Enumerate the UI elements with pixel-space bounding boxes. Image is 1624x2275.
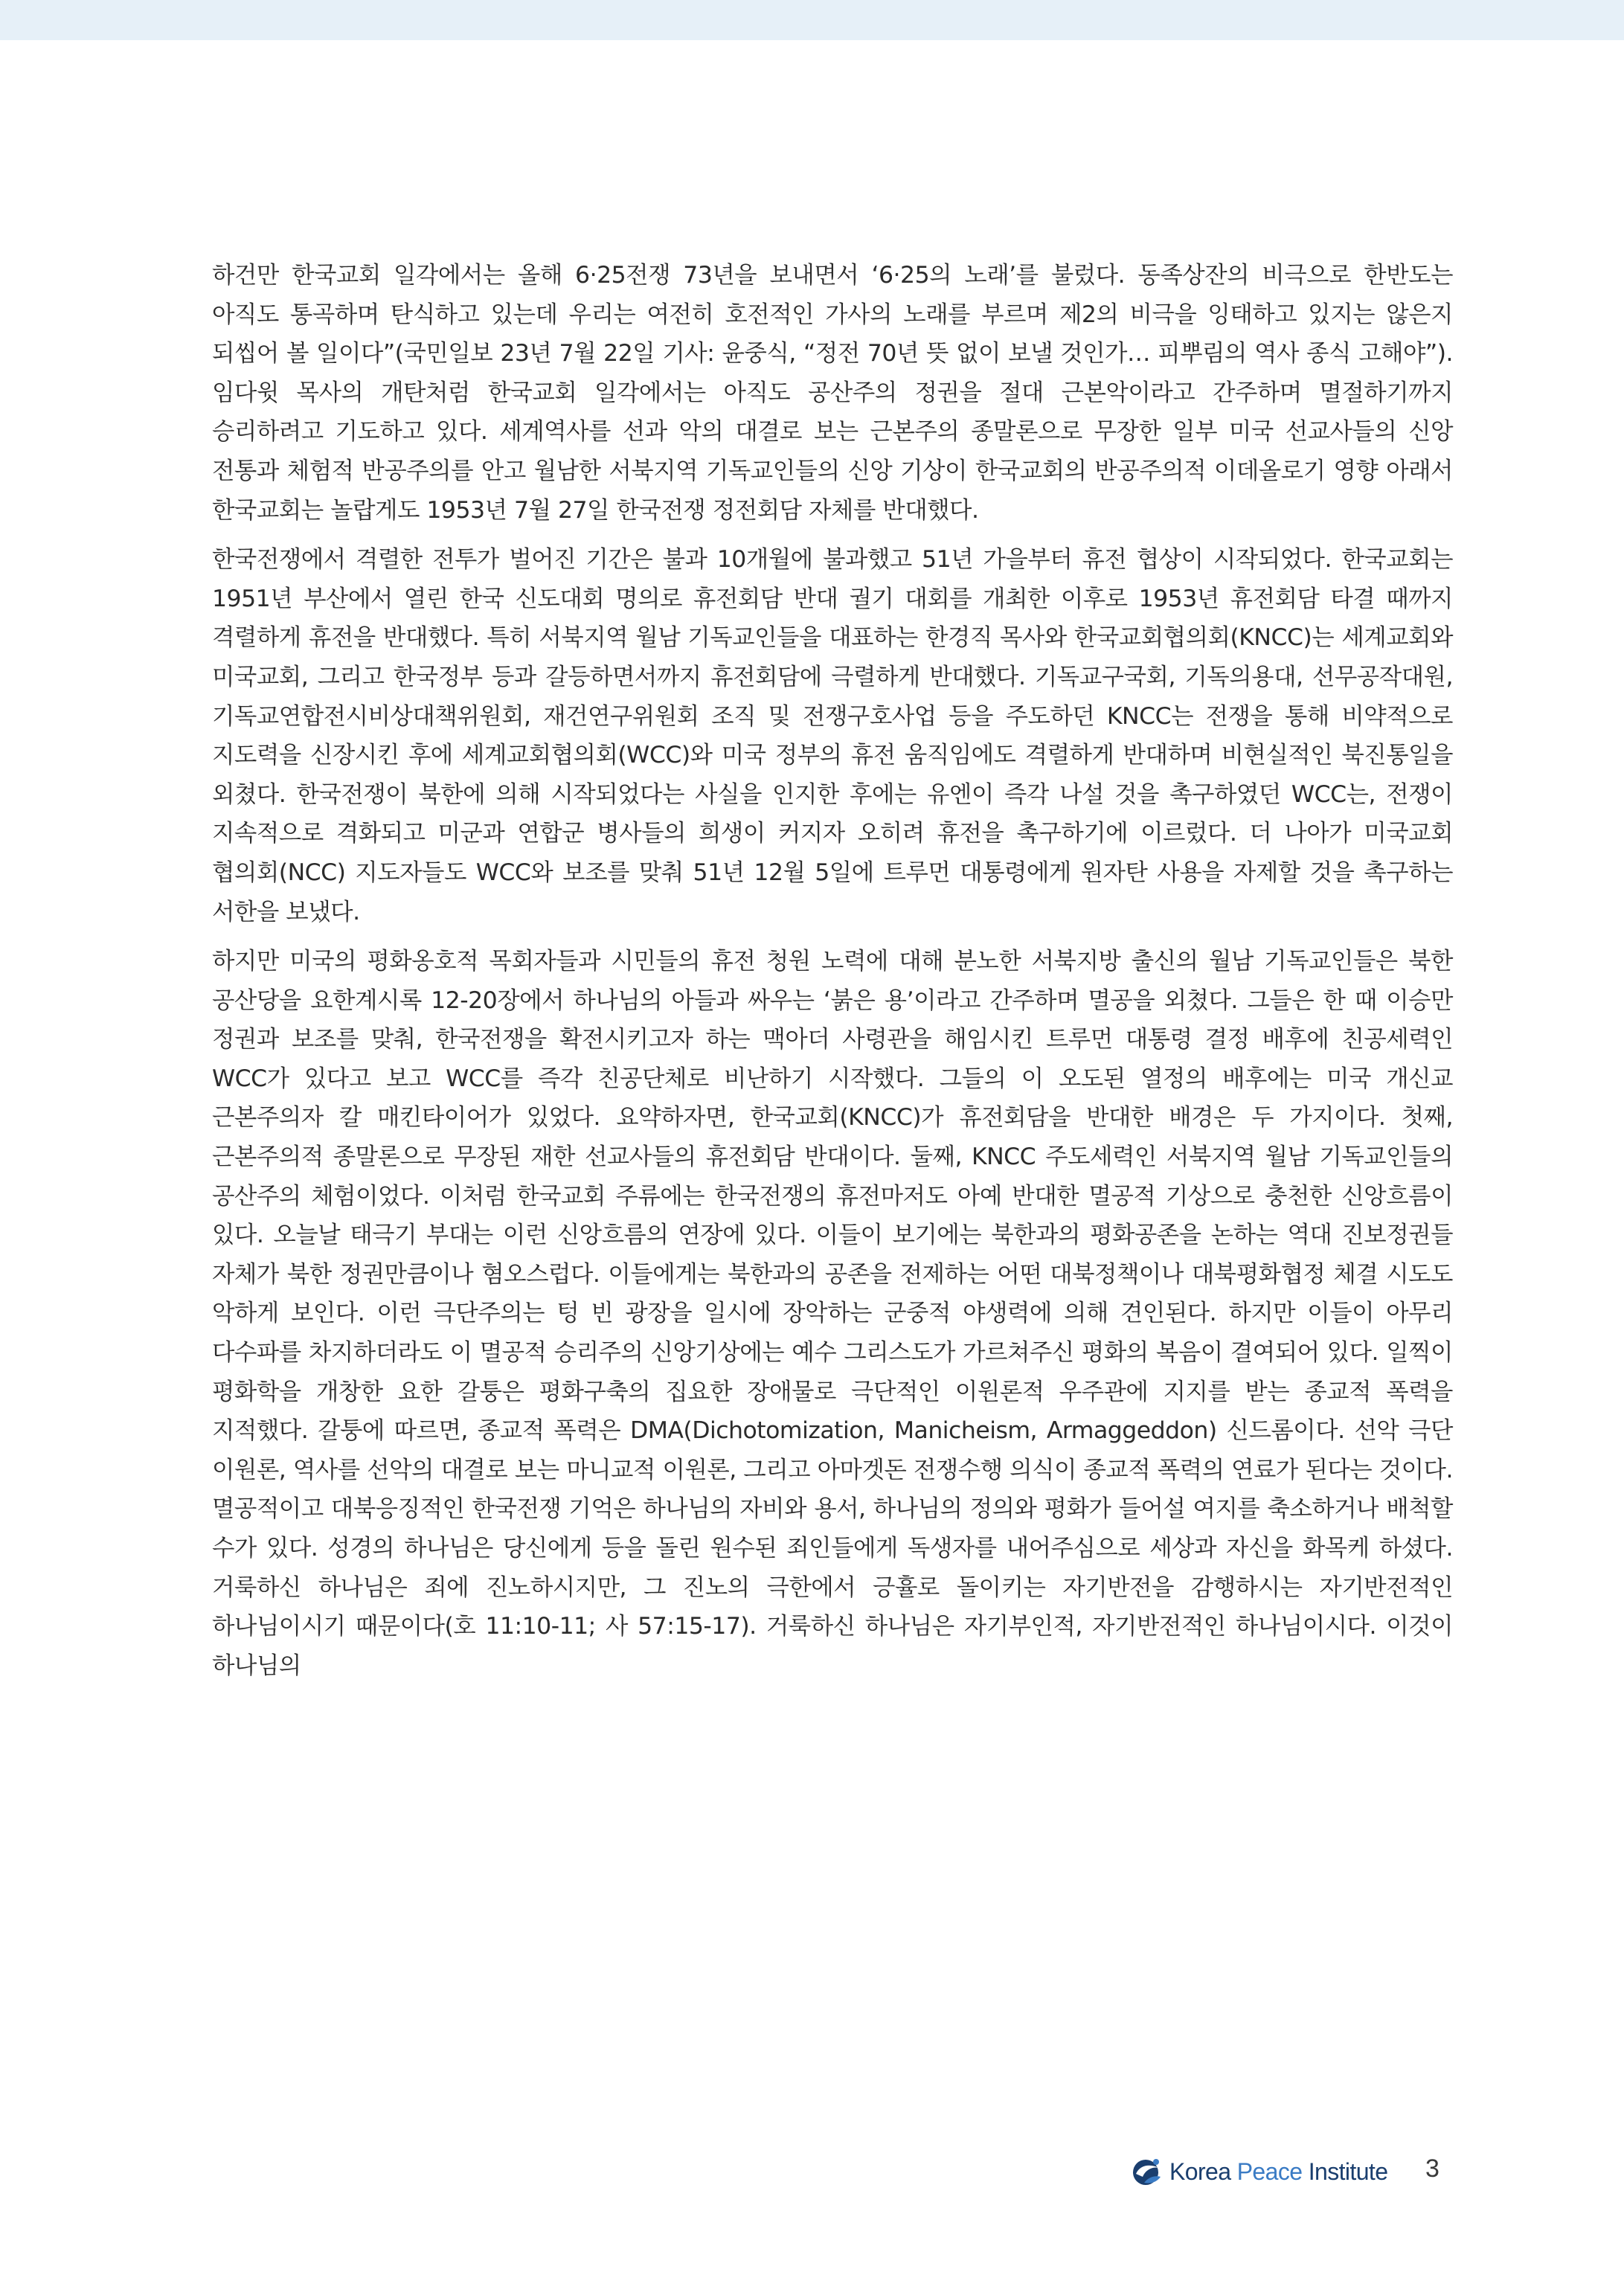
logo-text-institute: Institute — [1302, 2157, 1388, 2185]
paragraph-3: 하지만 미국의 평화옹호적 목회자들과 시민들의 휴전 청원 노력에 대해 분노한 서북지방 출신의 월남 기독교인들은 북한 공산당을 요한계시록 12-20장에서 하나님의 아들과 싸우는 ‘붉은 용’이라고 간주하며 멸공을 외쳤다. 그들은 한 때 이승만 정권과 보조를 맞춰, 한국전쟁을 확전시키고자 하는 맥아더 사령관을 해임시킨 트루먼 대통령 결정 배후에 친공세력인 WCC가 있다고 보고 WCC를 즉각 친공단체로 비난하기 시작했다. 그들의 이 오도된 열정의 배후에는 미국 개신교 근본주의자 칼 매킨타이어가 있었다. 요약하자면, 한국교회(KNCC)가 휴전회담을 반대한 배경은 두 가지이다. 첫째, 근본주의적 종말론으로 무장된 재한 선교사들의 휴전회담 반대이다. 둘째, KNCC 주도세력인 서북지역 월남 기독교인들의 공산주의 체험이었다. 이처럼 한국교회 주류에는 한국전쟁의 휴전마저도 아예 반대한 멸공적 기상으로 충천한 신앙흐름이 있다. 오늘날 태극기 부대는 이런 신앙흐름의 연장에 있다. 이들이 보기에는 북한과의 평화공존을 논하는 역대 진보정권들 자체가 북한 정권만큼이나 혐오스럽다. 이들에게는 북한과의 공존을 전제하는 어떤 대북정책이나 대북평화협정 체결 시도도 악하게 보인다. 이런 극단주의는 텅 빈 광장을 일시에 장악하는 군중적 야생력에 의해 견인된다. 하지만 이들이 아무리 다수파를 차지하더라도 이 멸공적 승리주의 신앙기상에는 예수 그리스도가 가르쳐주신 평화의 복음이 결여되어 있다. 일찍이 평화학을 개창한 요한 갈퉁은 평화구축의 집요한 장애물로 극단적인 이원론적 우주관에 지지를 받는 종교적 폭력을 지적했다. 갈퉁에 따르면, 종교적 폭력은 DMA(Dichotomization, Manicheism, Armaggeddon) 신드롬이다. 선악 극단 이원론, 역사를 선악의 대결로 보는 마니교적 이원론, 그리고 아마겟돈 전쟁수행 의식이 종교적 폭력의 연료가 된다는 것이다. 멸공적이고 대북응징적인 한국전쟁 기억은 하나님의 자비와 용서, 하나님의 정의와 평화가 들어설 여지를 축소하거나 배척할 수가 있다. 성경의 하나님은 당신에게 등을 돌린 원수된 죄인들에게 독생자를 내어주심으로 세상과 자신을 화목케 하셨다. 거룩하신 하나님은 죄에 진노하시지만, 그 진노의 극한에서 긍휼로 돌이키는 자기반전을 감행하시는 자기반전적인 하나님이시기 때문이다(호 11:10-11; 사 57:15-17). 거룩하신 하나님은 자기부인적, 자기반전적인 하나님이시다. 이것이 하나님의 — [212, 948, 1453, 1679]
paragraph-1: 하건만 한국교회 일각에서는 올해 6·25전쟁 73년을 보내면서 ‘6·25의 노래’를 불렀다. 동족상잔의 비극으로 한반도는 아직도 통곡하며 탄식하고 있는데 우리는 여전히 호전적인 가사의 노래를 부르며 제2의 비극을 잉태하고 있지는 않은지 되씹어 볼 일이다”(국민일보 23년 7월 22일 기사: 윤중식, “정전 70년 뜻 없이 보낼 것인가… 피뿌림의 역사 종식 고해야”). 임다윗 목사의 개탄처럼 한국교회 일각에서는 아직도 공산주의 정권을 절대 근본악이라고 간주하며 멸절하기까지 승리하려고 기도하고 있다. 세계역사를 선과 악의 대결로 보는 근본주의 종말론으로 무장한 일부 미국 선교사들의 신앙 전통과 체험적 반공주의를 안고 월남한 서북지역 기독교인들의 신앙 기상이 한국교회의 반공주의적 이데올로기 영향 아래서 한국교회는 놀랍게도 1953년 7월 27일 한국전쟁 정전회담 자체를 반대했다. — [212, 262, 1453, 524]
top-band — [0, 0, 1624, 40]
korea-peace-institute-logo-icon — [1131, 2154, 1165, 2189]
page-footer — [1131, 2150, 1443, 2192]
article-body — [212, 256, 1453, 1695]
paragraph-2: 한국전쟁에서 격렬한 전투가 벌어진 기간은 불과 10개월에 불과했고 51년 가을부터 휴전 협상이 시작되었다. 한국교회는 1951년 부산에서 열린 한국 신도대회 명의로 휴전회담 반대 궐기 대회를 개최한 이후로 1953년 휴전회담 타결 때까지 격렬하게 휴전을 반대했다. 특히 서북지역 월남 기독교인들을 대표하는 한경직 목사와 한국교회협의회(KNCC)는 세계교회와 미국교회, 그리고 한국정부 등과 갈등하면서까지 휴전회담에 극렬하게 반대했다. 기독교구국회, 기독의용대, 선무공작대원, 기독교연합전시비상대책위원회, 재건연구위원회 조직 및 전쟁구호사업 등을 주도하던 KNCC는 전쟁을 통해 비약적으로 지도력을 신장시킨 후에 세계교회협의회(WCC)와 미국 정부의 휴전 움직임에도 격렬하게 반대하며 비현실적인 북진통일을 외쳤다. 한국전쟁이 북한에 의해 시작되었다는 사실을 인지한 후에는 유엔이 즉각 나설 것을 촉구하였던 WCC는, 전쟁이 지속적으로 격화되고 미군과 연합군 병사들의 희생이 커지자 오히려 휴전을 촉구하기에 이르렀다. 더 나아가 미국교회 협의회(NCC) 지도자들도 WCC와 보조를 맞춰 51년 12월 5일에 트루먼 대통령에게 원자탄 사용을 자제할 것을 촉구하는 서한을 보냈다. — [212, 546, 1453, 925]
logo-text-peace: Peace — [1236, 2157, 1303, 2185]
logo-text — [1169, 2158, 1387, 2186]
logo-text-korea: Korea — [1169, 2157, 1237, 2185]
page-number: 3 — [1425, 2154, 1440, 2183]
korea-peace-institute-logo — [1131, 2153, 1443, 2190]
